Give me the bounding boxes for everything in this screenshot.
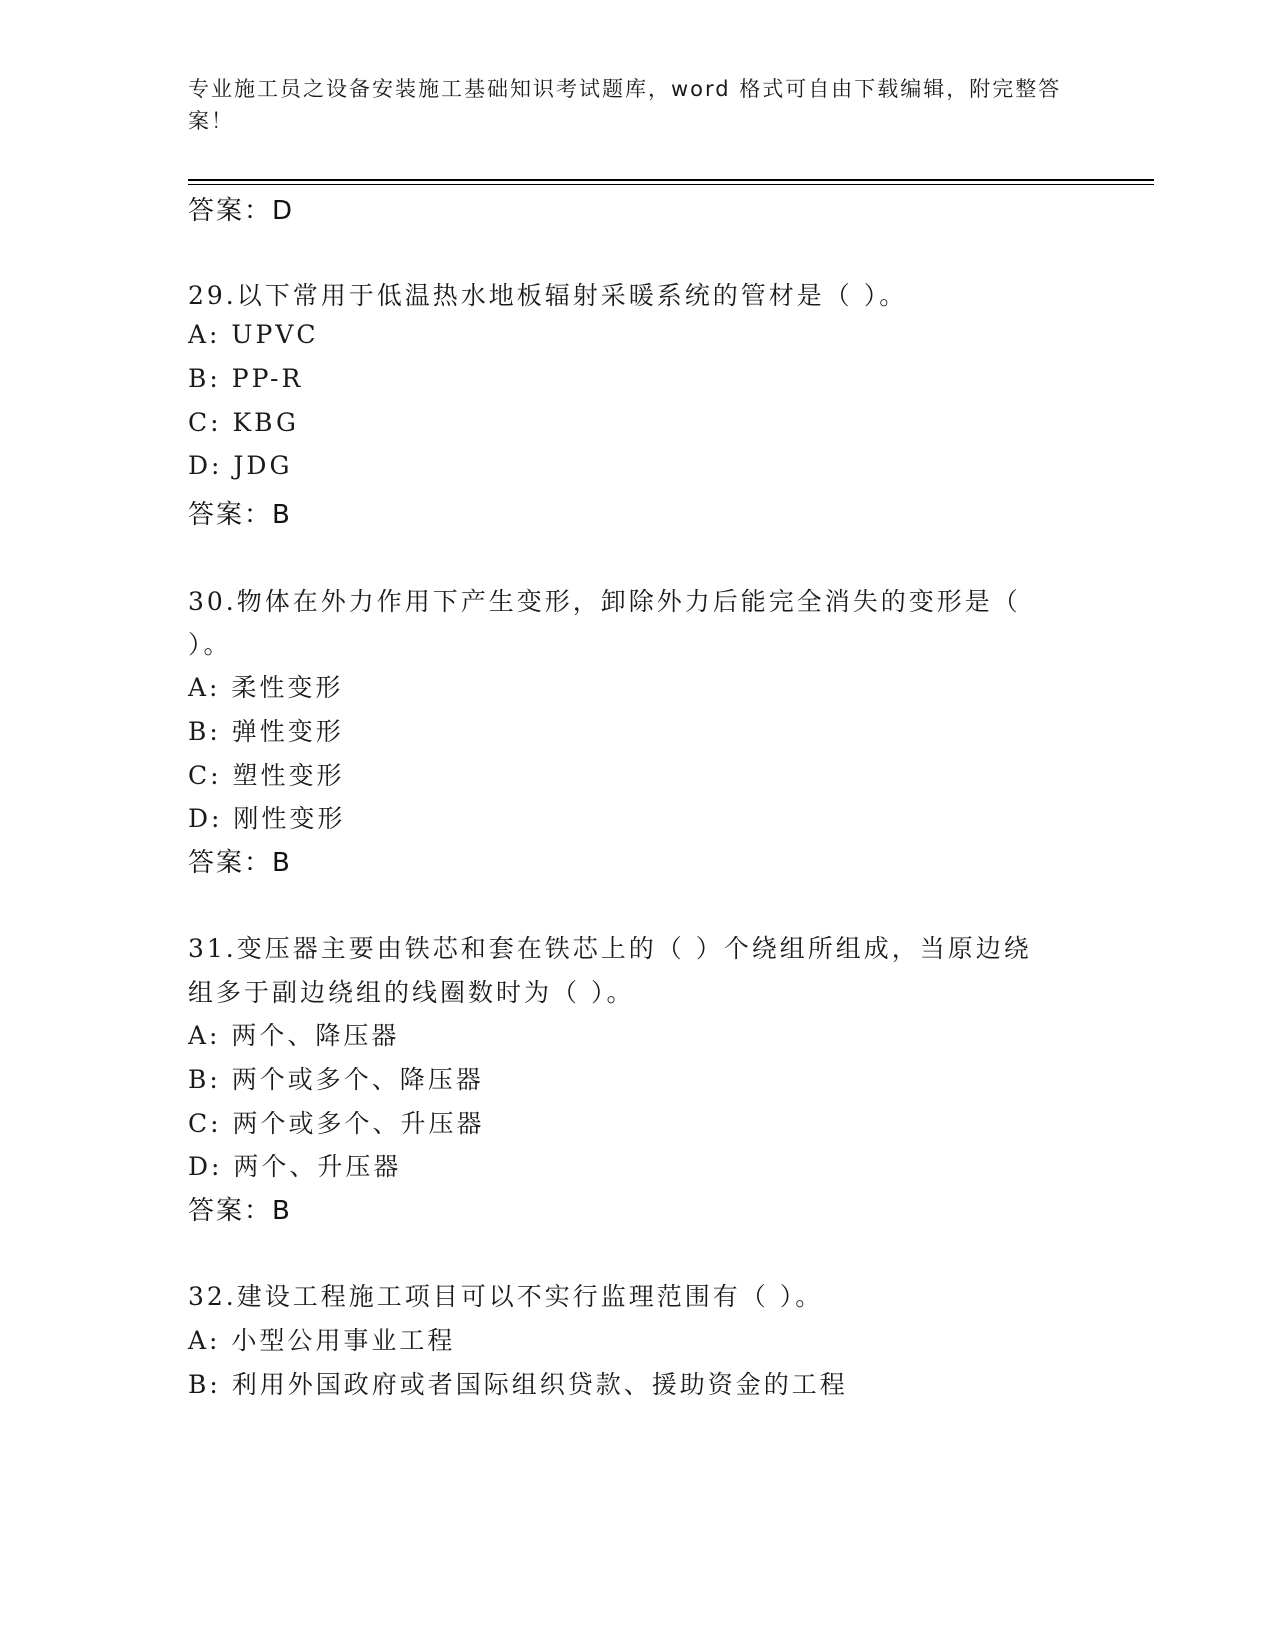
question-29-option-d: D: JDG bbox=[188, 451, 293, 480]
question-30-option-c: C: 塑性变形 bbox=[188, 761, 345, 790]
question-31-answer: 答案：B bbox=[188, 1196, 292, 1226]
question-30-stem-line-1: 30.物体在外力作用下产生变形，卸除外力后能完全消失的变形是（ bbox=[188, 587, 1021, 616]
question-31-option-b: B: 两个或多个、降压器 bbox=[188, 1065, 484, 1094]
question-30-option-a: A: 柔性变形 bbox=[188, 673, 344, 702]
question-31-stem-line-2: 组多于副边绕组的线圈数时为（ ）。 bbox=[188, 978, 635, 1007]
header-divider-thin bbox=[188, 184, 1154, 185]
previous-answer: 答案：D bbox=[188, 196, 295, 226]
question-32-option-a: A: 小型公用事业工程 bbox=[188, 1326, 456, 1355]
question-31-option-c: C: 两个或多个、升压器 bbox=[188, 1109, 485, 1138]
question-29-option-c: C: KBG bbox=[188, 408, 299, 437]
question-29-stem: 29.以下常用于低温热水地板辐射采暖系统的管材是（ ）。 bbox=[188, 281, 908, 310]
header-divider bbox=[188, 179, 1154, 181]
question-32-stem: 32.建设工程施工项目可以不实行监理范围有（ ）。 bbox=[188, 1282, 824, 1311]
question-30-stem-line-2: ）。 bbox=[188, 630, 232, 659]
question-29-option-b: B: PP-R bbox=[188, 364, 304, 393]
question-30-option-b: B: 弹性变形 bbox=[188, 717, 344, 746]
question-31-option-a: A: 两个、降压器 bbox=[188, 1021, 400, 1050]
question-30-answer: 答案：B bbox=[188, 848, 292, 878]
question-30-option-d: D: 刚性变形 bbox=[188, 804, 346, 833]
question-32-option-b: B: 利用外国政府或者国际组织贷款、援助资金的工程 bbox=[188, 1370, 848, 1399]
question-31-option-d: D: 两个、升压器 bbox=[188, 1152, 402, 1181]
question-29-option-a: A: UPVC bbox=[188, 320, 319, 349]
question-29-answer: 答案：B bbox=[188, 500, 292, 530]
question-31-stem-line-1: 31.变压器主要由铁芯和套在铁芯上的（ ）个绕组所组成，当原边绕 bbox=[188, 934, 1032, 963]
document-header: 专业施工员之设备安装施工基础知识考试题库，word 格式可自由下载编辑，附完整答案！ bbox=[188, 77, 1062, 133]
